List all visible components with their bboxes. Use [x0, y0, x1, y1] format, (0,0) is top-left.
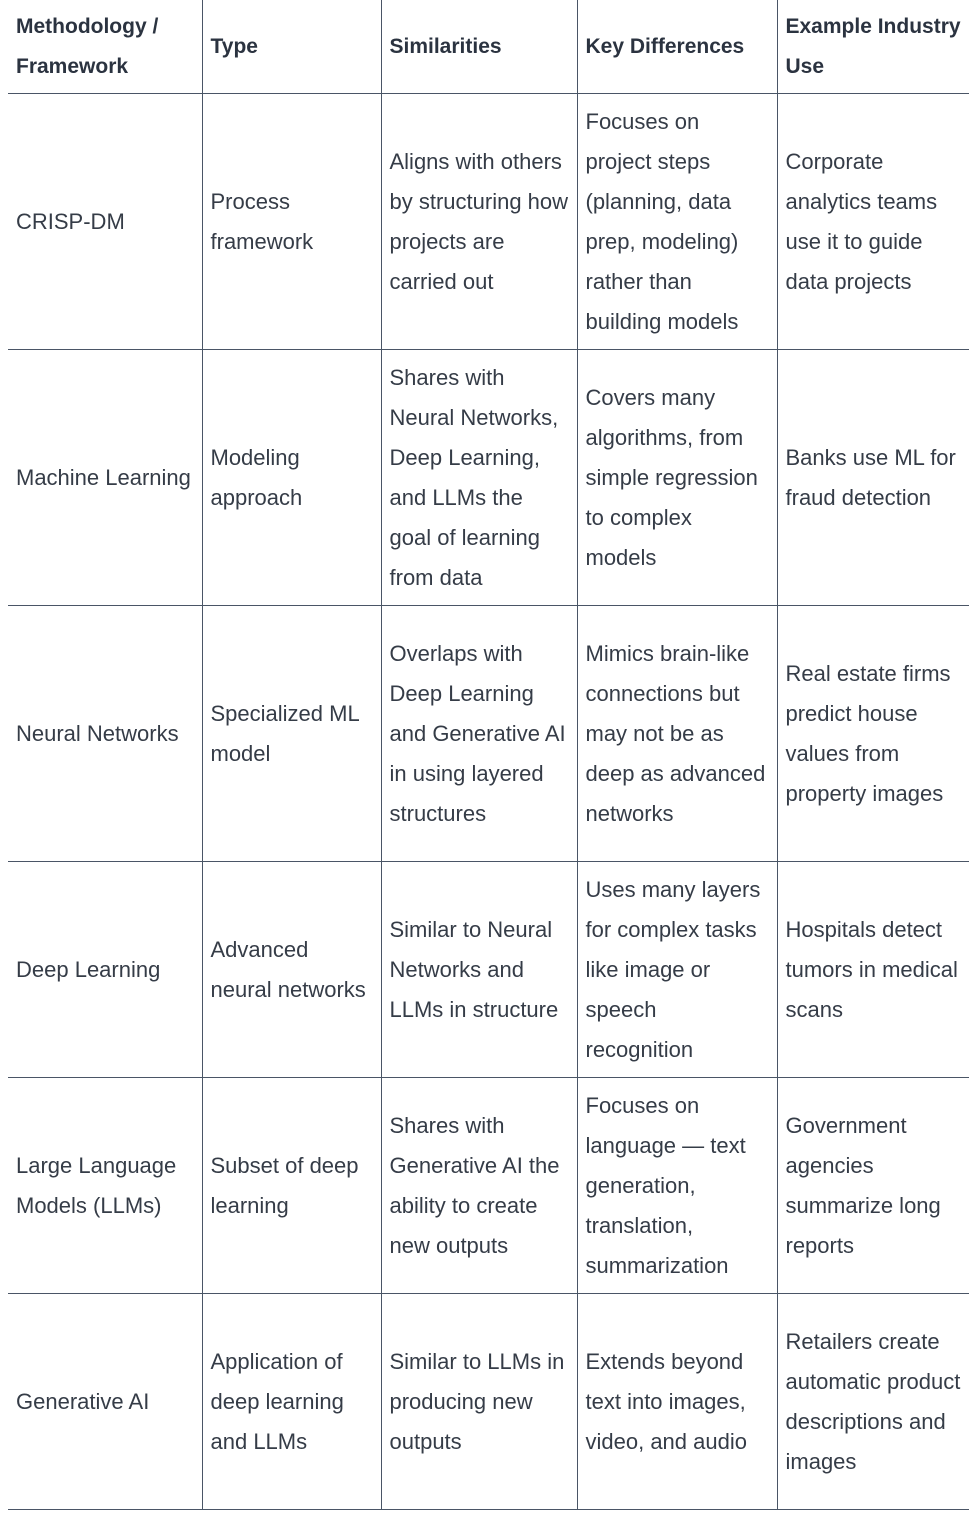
- cell-type: Specialized ML model: [202, 606, 381, 862]
- cell-methodology: Machine Learning: [8, 350, 202, 606]
- cell-type: Modeling approach: [202, 350, 381, 606]
- header-type: Type: [202, 0, 381, 94]
- cell-differences: Covers many algorithms, from simple regression to complex models: [577, 350, 777, 606]
- cell-differences: Mimics brain-like connections but may not be as deep as advanced networks: [577, 606, 777, 862]
- table-header-row: [8, 0, 969, 94]
- header-similarities: Similarities: [381, 0, 577, 94]
- cell-example: Corporate analytics teams use it to guide data projects: [777, 94, 969, 350]
- cell-type: Process framework: [202, 94, 381, 350]
- cell-methodology: Large Language Models (LLMs): [8, 1078, 202, 1294]
- cell-example: Real estate firms predict house values from property images: [777, 606, 969, 862]
- comparison-table: [8, 0, 969, 1510]
- table-row: [8, 862, 969, 1078]
- cell-similarities: Overlaps with Deep Learning and Generative AI in using layered structures: [381, 606, 577, 862]
- header-key-differences: Key Differences: [577, 0, 777, 94]
- cell-similarities: Aligns with others by structuring how projects are carried out: [381, 94, 577, 350]
- table-row: [8, 350, 969, 606]
- cell-similarities: Shares with Neural Networks, Deep Learning, and LLMs the goal of learning from data: [381, 350, 577, 606]
- cell-type: Application of deep learning and LLMs: [202, 1294, 381, 1510]
- cell-type: Subset of deep learning: [202, 1078, 381, 1294]
- cell-methodology: CRISP-DM: [8, 94, 202, 350]
- cell-methodology: Generative AI: [8, 1294, 202, 1510]
- cell-example: Hospitals detect tumors in medical scans: [777, 862, 969, 1078]
- cell-type: Advanced neural networks: [202, 862, 381, 1078]
- cell-example: Government agencies summarize long reports: [777, 1078, 969, 1294]
- cell-differences: Uses many layers for complex tasks like image or speech recognition: [577, 862, 777, 1078]
- cell-methodology: Neural Networks: [8, 606, 202, 862]
- cell-example: Retailers create automatic product descriptions and images: [777, 1294, 969, 1510]
- header-example-industry-use: Example Industry Use: [777, 0, 969, 94]
- cell-similarities: Similar to Neural Networks and LLMs in structure: [381, 862, 577, 1078]
- header-methodology: Methodology / Framework: [8, 0, 202, 94]
- table-row: [8, 1078, 969, 1294]
- cell-differences: Focuses on language — text generation, translation, summarization: [577, 1078, 777, 1294]
- table-row: [8, 1294, 969, 1510]
- cell-differences: Focuses on project steps (planning, data prep, modeling) rather than building models: [577, 94, 777, 350]
- cell-differences: Extends beyond text into images, video, and audio: [577, 1294, 777, 1510]
- cell-example: Banks use ML for fraud detection: [777, 350, 969, 606]
- cell-methodology: Deep Learning: [8, 862, 202, 1078]
- table-row: [8, 94, 969, 350]
- cell-similarities: Similar to LLMs in producing new outputs: [381, 1294, 577, 1510]
- table-row: [8, 606, 969, 862]
- cell-similarities: Shares with Generative AI the ability to create new outputs: [381, 1078, 577, 1294]
